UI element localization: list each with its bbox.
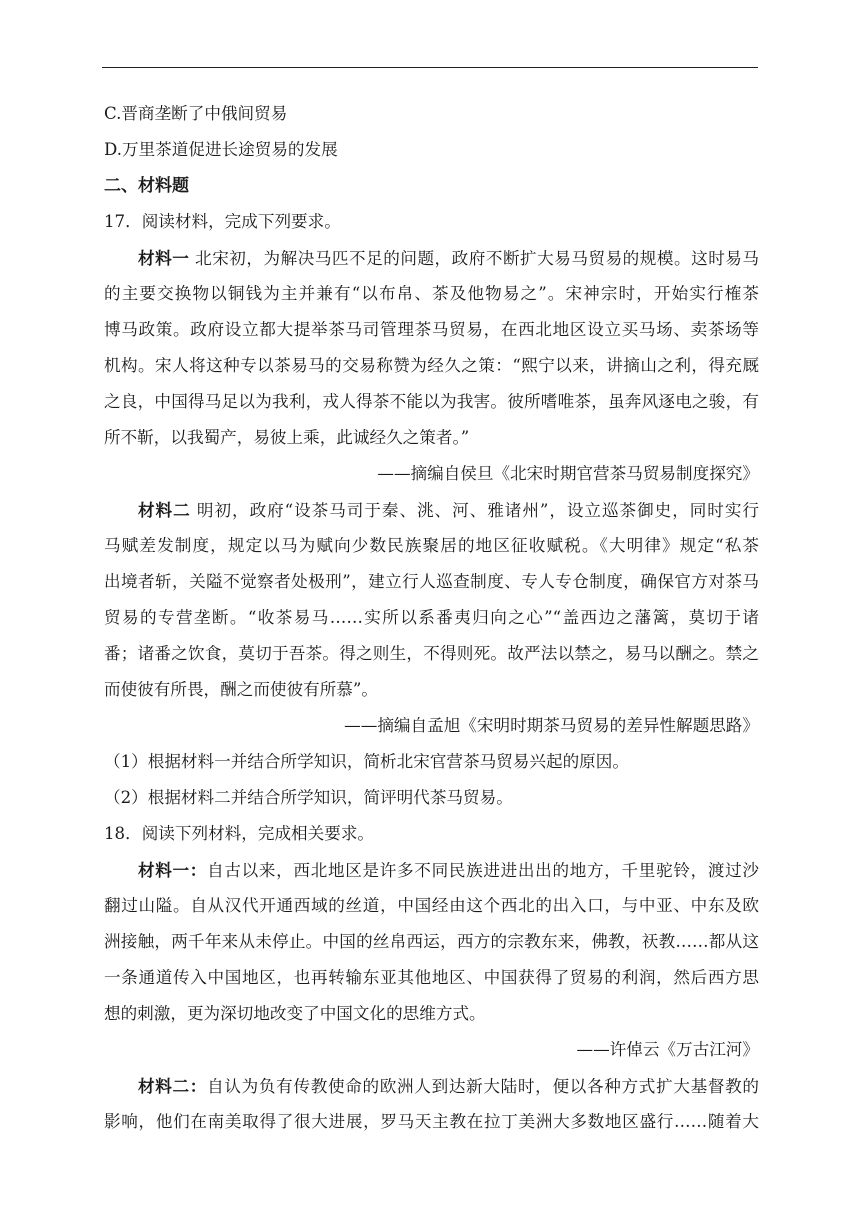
q17-material-1-source: ——摘编自侯旦《北宋时期官营茶马贸易制度探究》 (377, 464, 759, 483)
q18-material-1-line-5: 想的刺激，更为深切地改变了中国文化的思维方式。 (104, 1004, 486, 1023)
q17-material-2-line-3: 出境者斩，关隘不觉察者处极刑”，建立行人巡查制度、专人专仓制度，确保官方对茶马 (104, 572, 759, 591)
material-label: 材料一： (138, 860, 208, 880)
q17-material-1-line-1: 材料一 北宋初，为解决马匹不足的问题，政府不断扩大易马贸易的规模。这时易马 (138, 248, 759, 268)
material-label: 材料一 (138, 248, 190, 268)
question-17-stem: 17．阅读材料，完成下列要求。 (104, 212, 341, 231)
q17-subquestion-2: （2）根据材料二并结合所学知识，简评明代茶马贸易。 (104, 788, 513, 807)
option-d: D.万里茶道促进长途贸易的发展 (104, 140, 338, 159)
q17-material-2-line-4: 贸易的专营垄断。“收茶易马……实所以系番夷归向之心”“盖西边之藩篱，莫切于诸 (104, 608, 759, 627)
q18-material-1-line-1: 材料一：自古以来，西北地区是许多不同民族进进出出的地方，千里驼铃，渡过沙 (138, 860, 759, 880)
q17-material-2-line-2: 马赋差发制度，规定以马为赋向少数民族聚居的地区征收赋税。《大明律》规定“私茶 (104, 536, 759, 555)
q17-material-1-line-6: 所不靳，以我蜀产，易彼上乘，此诚经久之策者。” (104, 428, 470, 447)
question-18-stem: 18．阅读下列材料，完成相关要求。 (104, 824, 375, 843)
material-label: 材料二 (138, 500, 191, 520)
q17-material-2-source: ——摘编自孟旭《宋明时期茶马贸易的差异性解题思路》 (344, 716, 759, 735)
q18-material-1-line-3: 洲接触，两千年来从未停止。中国的丝帛西运，西方的宗教东来，佛教，祆教……都从这 (104, 932, 759, 951)
q17-material-1-line-3: 博马政策。政府设立都大提举茶马司管理茶马贸易，在西北地区设立买马场、卖茶场等 (104, 320, 759, 339)
q18-material-2-line-1: 材料二：自认为负有传教使命的欧洲人到达新大陆时，便以各种方式扩大基督教的 (138, 1076, 759, 1096)
q17-material-2-line-6: 而使彼有所畏，酬之而使彼有所慕”。 (104, 680, 378, 699)
q17-material-1-line-2: 的主要交换物以铜钱为主并兼有“以布帛、茶及他物易之”。宋神宗时，开始实行榷茶 (104, 284, 759, 303)
option-c: C.晋商垄断了中俄间贸易 (104, 104, 288, 123)
q17-subquestion-1: （1）根据材料一并结合所学知识，简析北宋官营茶马贸易兴起的原因。 (104, 752, 629, 771)
q17-material-1-line-4: 机构。宋人将这种专以茶易马的交易称赞为经久之策：“熙宁以来，讲摘山之利，得充厩 (104, 356, 759, 375)
q18-material-1-source: ——许倬云《万古江河》 (576, 1040, 759, 1059)
header-rule (102, 67, 758, 68)
section-title: 二、材料题 (104, 176, 189, 196)
q18-material-1-line-4: 一条通道传入中国地区，也再转输东亚其他地区、中国获得了贸易的利润，然后西方思 (104, 968, 759, 987)
q18-material-1-line-2: 翻过山隘。自从汉代开通西域的丝道，中国经由这个西北的出入口，与中亚、中东及欧 (104, 896, 759, 915)
material-label: 材料二： (138, 1076, 208, 1096)
q17-material-2-line-5: 番；诸番之饮食，莫切于吾茶。得之则生，不得则死。故严法以禁之，易马以酬之。禁之 (104, 644, 759, 663)
q17-material-2-line-1: 材料二 明初，政府“设茶马司于秦、洮、河、雅诸州”，设立巡茶御史，同时实行 (138, 500, 759, 520)
q18-material-2-line-2: 影响，他们在南美取得了很大进展，罗马天主教在拉丁美洲大多数地区盛行……随着大 (104, 1112, 759, 1131)
document-body (104, 96, 759, 1140)
q17-material-1-line-5: 之良，中国得马足以为我利，戎人得茶不能以为我害。彼所嗜唯茶，虽奔风逐电之骏，有 (104, 392, 759, 411)
